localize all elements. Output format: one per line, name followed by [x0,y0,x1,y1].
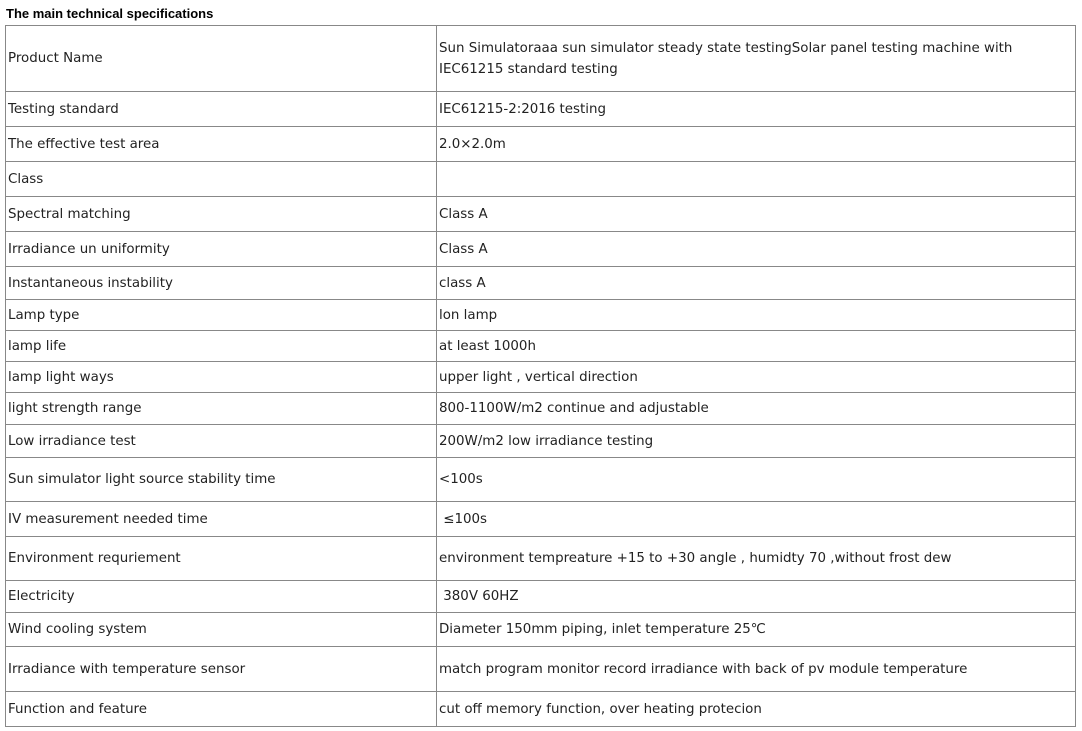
spec-value: Diameter 150mm piping, inlet temperature 25℃ [437,613,1076,647]
table-row [6,197,1076,232]
spec-name: Sun simulator light source stability time [6,458,437,502]
spec-value: 380V 60HZ [437,581,1076,613]
spec-name: Testing standard [6,92,437,127]
section-title: The main technical specifications [6,6,214,21]
spec-name: Lamp type [6,300,437,331]
table-row [6,692,1076,727]
table-row [6,232,1076,267]
spec-value [437,162,1076,197]
spec-name: Electricity [6,581,437,613]
spec-name: Product Name [6,26,437,92]
table-row [6,26,1076,92]
spec-value: Class A [437,232,1076,267]
spec-value: Sun Simulatoraaa sun simulator steady state testingSolar panel testing machine with IEC61215 standard testing [437,26,1076,92]
specifications-table [5,25,1076,727]
table-row [6,92,1076,127]
spec-name: lamp light ways [6,362,437,393]
table-row [6,300,1076,331]
spec-name: Function and feature [6,692,437,727]
table-row [6,458,1076,502]
spec-value: <100s [437,458,1076,502]
spec-value: 200W/m2 low irradiance testing [437,425,1076,458]
spec-name: Irradiance with temperature sensor [6,647,437,692]
table-row [6,393,1076,425]
spec-value: at least 1000h [437,331,1076,362]
spec-name: Environment requriement [6,537,437,581]
table-row [6,581,1076,613]
table-row [6,331,1076,362]
spec-value: class A [437,267,1076,300]
spec-value: 2.0×2.0m [437,127,1076,162]
spec-value: Class A [437,197,1076,232]
table-row [6,425,1076,458]
spec-name: Spectral matching [6,197,437,232]
spec-value: cut off memory function, over heating protecion [437,692,1076,727]
table-row [6,537,1076,581]
spec-name: lamp life [6,331,437,362]
table-row [6,162,1076,197]
spec-value: 800-1100W/m2 continue and adjustable [437,393,1076,425]
spec-value: IEC61215-2:2016 testing [437,92,1076,127]
spec-value: ≤100s [437,502,1076,537]
spec-name: IV measurement needed time [6,502,437,537]
table-row [6,362,1076,393]
spec-name: Instantaneous instability [6,267,437,300]
table-row [6,613,1076,647]
spec-value: match program monitor record irradiance with back of pv module temperature [437,647,1076,692]
spec-name: Class [6,162,437,197]
table-row [6,502,1076,537]
table-row [6,127,1076,162]
spec-name: Low irradiance test [6,425,437,458]
spec-value: environment tempreature +15 to +30 angle , humidty 70 ,without frost dew [437,537,1076,581]
spec-name: Wind cooling system [6,613,437,647]
table-row [6,647,1076,692]
spec-name: Irradiance un uniformity [6,232,437,267]
spec-name: light strength range [6,393,437,425]
spec-name: The effective test area [6,127,437,162]
table-row [6,267,1076,300]
spec-value: lon lamp [437,300,1076,331]
spec-value: upper light , vertical direction [437,362,1076,393]
